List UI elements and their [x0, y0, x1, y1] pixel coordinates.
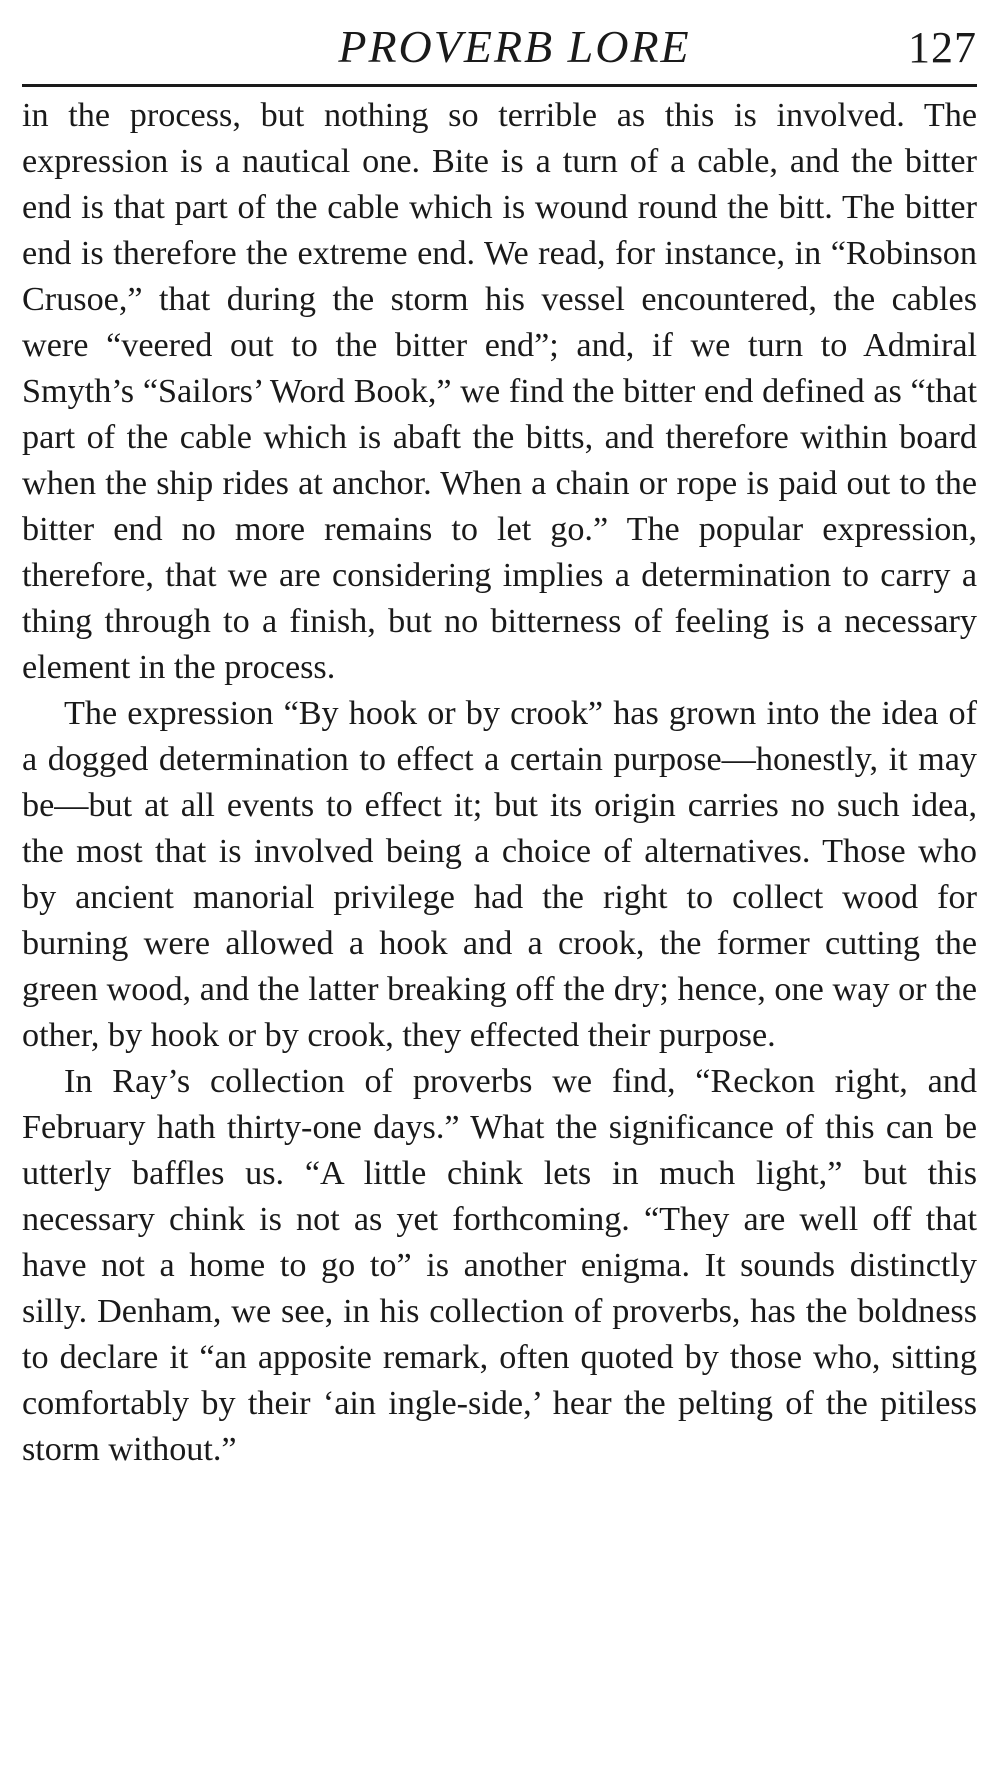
book-page — [22, 18, 977, 1473]
paragraph-rays-collection: In Ray’s collection of proverbs we find, “Reckon right, and February hath thirty-one days.” What the significance of this can be utterly baffles us. “A little chink lets in much light,” but this necessary chink is not as yet forthcoming. “They are well off that have not a home to go to” is another enigma. It sounds distinctly silly. Denham, we see, in his collection of proverbs, has the boldness to declare it “an apposite remark, often quoted by those who, sitting comfortably by their ‘ain ingle-side,’ hear the pelting of the pitiless storm without.” — [22, 1063, 977, 1468]
paragraph-continued: in the process, but nothing so terrible as this is involved. The expression is a nautical one. Bite is a turn of a cable, and the bitter end is that part of the cable which is wound round the bitt. The bitter end is therefore the extreme end. We read, for instance, in “Robinson Crusoe,” that during the storm his vessel encountered, the cables were “veered out to the bitter end”; and, if we turn to Admiral Smyth’s “Sailors’ Word Book,” we find the bitter end defined as “that part of the cable which is abaft the bitts, and therefore within board when the ship rides at anchor. When a chain or rope is paid out to the bitter end no more remains to let go.” The popular expression, therefore, that we are considering implies a determination to carry a thing through to a finish, but no bitterness of feeling is a necessary element in the process. — [22, 97, 977, 686]
page-number: 127 — [908, 23, 977, 72]
running-header — [22, 18, 977, 80]
header-rule — [22, 84, 977, 87]
running-title: PROVERB LORE — [338, 21, 691, 72]
body-text — [22, 93, 977, 1473]
paragraph-hook-or-crook: The expression “By hook or by crook” has grown into the idea of a dogged determination to effect a certain purpose—honestly, it may be—but at all events to effect it; but its origin carries no such idea, the most that is involved being a choice of alternatives. Those who by ancient manorial privilege had the right to collect wood for burning were allowed a hook and a crook, the former cutting the green wood, and the latter breaking off the dry; hence, one way or the other, by hook or by crook, they effected their purpose. — [22, 695, 977, 1054]
